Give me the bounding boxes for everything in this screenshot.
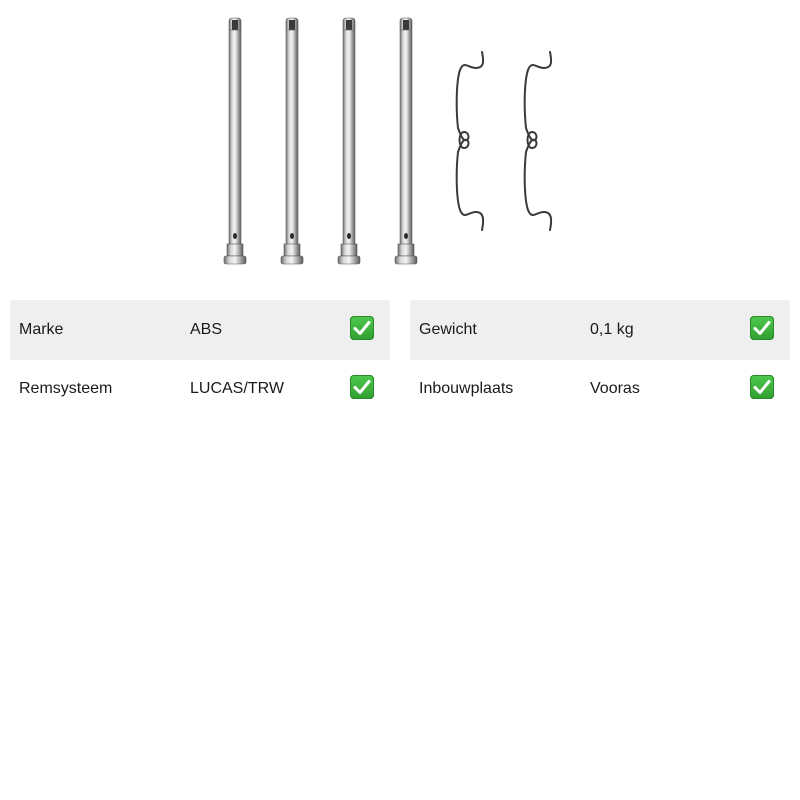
spec-label: Remsysteem xyxy=(19,380,113,397)
spec-row-gewicht xyxy=(410,300,790,360)
spec-value: Vooras xyxy=(590,380,640,397)
spec-label: Inbouwplaats xyxy=(419,380,514,397)
retaining-spring-2 xyxy=(525,52,551,230)
check-icon xyxy=(750,375,774,399)
guide-pin-3 xyxy=(338,18,360,264)
retaining-spring-1 xyxy=(457,52,483,230)
spec-value: 0,1 kg xyxy=(590,321,634,338)
spec-table-right xyxy=(410,300,790,420)
check-icon xyxy=(350,316,374,340)
guide-pin-2 xyxy=(281,18,303,264)
check-icon xyxy=(750,316,774,340)
guide-pin-1 xyxy=(224,18,246,264)
spec-row-remsysteem xyxy=(10,360,390,420)
spec-label: Gewicht xyxy=(419,321,477,338)
spec-value: LUCAS/TRW xyxy=(190,380,284,397)
spec-row-marke xyxy=(10,300,390,360)
check-icon xyxy=(350,375,374,399)
spec-table-left xyxy=(10,300,390,420)
spec-row-inbouwplaats xyxy=(410,360,790,420)
spec-value: ABS xyxy=(190,321,223,338)
product-image xyxy=(0,0,800,280)
guide-pin-4 xyxy=(395,18,417,264)
spec-label: Marke xyxy=(19,321,64,338)
